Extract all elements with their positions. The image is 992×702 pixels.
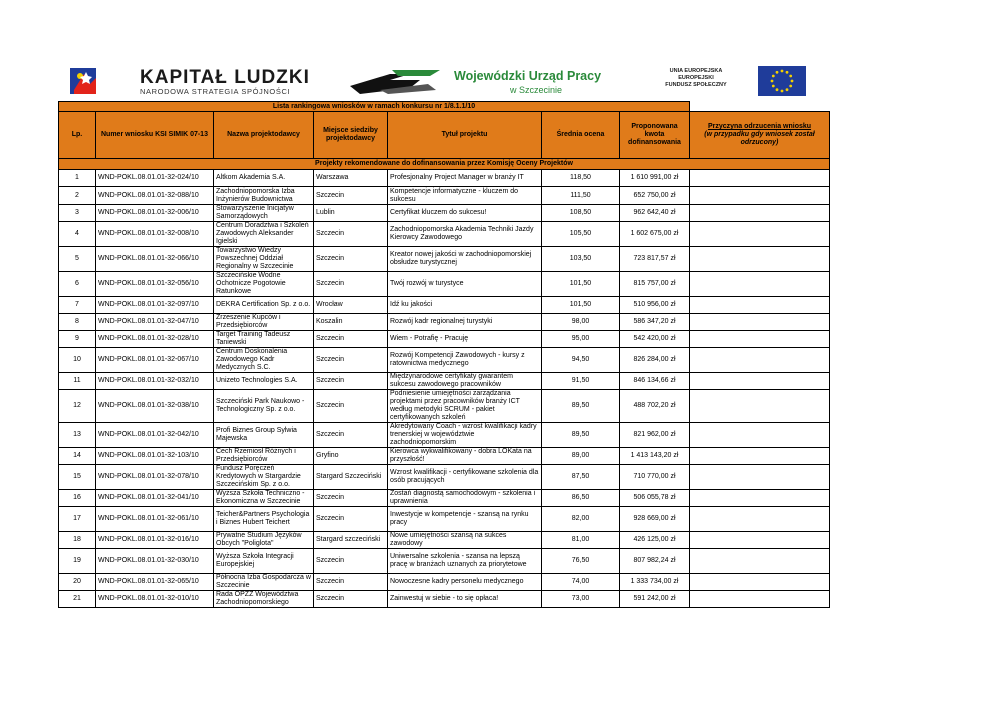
row-location: Szczecin	[314, 574, 388, 591]
row-lp: 1	[59, 170, 96, 187]
logo1-subtitle: NARODOWA STRATEGIA SPÓJNOŚCI	[140, 87, 291, 96]
row-reason	[690, 170, 830, 187]
row-applicant: Centrum Doradztwa i Szkoleń Zawodowych Aleksander Igielski	[214, 222, 314, 247]
col-applicant: Nazwa projektodawcy	[214, 112, 314, 159]
row-reason	[690, 187, 830, 205]
row-number: WND-POKL.08.01.01-32-032/10	[96, 373, 214, 390]
row-applicant: Zrzeszenie Kupców i Przedsiębiorców	[214, 314, 314, 331]
row-location: Stargard Szczeciński	[314, 465, 388, 490]
eu-line1: UNIA EUROPEJSKA	[669, 68, 723, 74]
row-project: Podniesienie umiejętności zarządzania projektami przez pracowników branży ICT według metodyki SCRUM - pakiet certyfikowanych szkoleń	[388, 390, 542, 423]
table-header-row	[59, 112, 830, 159]
row-location: Gryfino	[314, 448, 388, 465]
row-applicant: Stowarzyszenie Inicjatyw Samorządowych	[214, 205, 314, 222]
row-project: Profesjonalny Project Manager w branży IT	[388, 170, 542, 187]
row-amount: 1 413 143,20 zł	[620, 448, 690, 465]
row-number: WND-POKL.08.01.01-32-078/10	[96, 465, 214, 490]
kapital-ludzki-emblem-icon	[68, 64, 130, 98]
row-score: 98,00	[542, 314, 620, 331]
row-score: 86,50	[542, 490, 620, 507]
row-amount: 591 242,00 zł	[620, 591, 690, 608]
row-reason	[690, 532, 830, 549]
table-row	[59, 297, 830, 314]
row-amount: 826 284,00 zł	[620, 348, 690, 373]
table-row	[59, 187, 830, 205]
row-score: 76,50	[542, 549, 620, 574]
row-score: 95,00	[542, 331, 620, 348]
row-location: Stargard szczeciński	[314, 532, 388, 549]
table-row	[59, 549, 830, 574]
row-amount: 815 757,00 zł	[620, 272, 690, 297]
row-number: WND-POKL.08.01.01-32-047/10	[96, 314, 214, 331]
row-lp: 18	[59, 532, 96, 549]
row-lp: 5	[59, 247, 96, 272]
row-lp: 11	[59, 373, 96, 390]
row-applicant: Target Training Tadeusz Taniewski	[214, 331, 314, 348]
row-score: 74,00	[542, 574, 620, 591]
row-lp: 3	[59, 205, 96, 222]
row-amount: 510 956,00 zł	[620, 297, 690, 314]
table-row	[59, 390, 830, 423]
table-row	[59, 507, 830, 532]
row-lp: 20	[59, 574, 96, 591]
row-location: Szczecin	[314, 272, 388, 297]
row-applicant: Towarzystwo Wiedzy Powszechnej Oddział Regionalny w Szczecinie	[214, 247, 314, 272]
row-applicant: Centrum Doskonalenia Zawodowego Kadr Medycznych S.C.	[214, 348, 314, 373]
table-row	[59, 205, 830, 222]
row-applicant: Północna Izba Gospodarcza w Szczecinie	[214, 574, 314, 591]
table-row	[59, 465, 830, 490]
row-reason	[690, 448, 830, 465]
col-location: Miejsce siedziby projektodawcy	[314, 112, 388, 159]
row-project: Rozwój kadr regionalnej turystyki	[388, 314, 542, 331]
row-location: Warszawa	[314, 170, 388, 187]
table-row	[59, 532, 830, 549]
row-score: 94,50	[542, 348, 620, 373]
row-location: Wrocław	[314, 297, 388, 314]
row-score: 91,50	[542, 373, 620, 390]
row-project: Nowe umiejętności szansą na sukces zawodowy	[388, 532, 542, 549]
row-applicant: Fundusz Poręczeń Kredytowych w Stargardzie Szczecińskim Sp. z o.o.	[214, 465, 314, 490]
row-location: Szczecin	[314, 549, 388, 574]
table-body	[59, 170, 830, 608]
row-amount: 723 817,57 zł	[620, 247, 690, 272]
row-number: WND-POKL.08.01.01-32-066/10	[96, 247, 214, 272]
row-number: WND-POKL.08.01.01-32-088/10	[96, 187, 214, 205]
row-reason	[690, 373, 830, 390]
row-lp: 7	[59, 297, 96, 314]
row-reason	[690, 423, 830, 448]
row-location: Szczecin	[314, 187, 388, 205]
eu-line2: EUROPEJSKI	[678, 75, 714, 81]
row-project: Zainwestuj w siebie - to się opłaca!	[388, 591, 542, 608]
row-number: WND-POKL.08.01.01-32-016/10	[96, 532, 214, 549]
row-number: WND-POKL.08.01.01-32-065/10	[96, 574, 214, 591]
ranking-table	[58, 101, 830, 608]
row-lp: 14	[59, 448, 96, 465]
table-row	[59, 222, 830, 247]
row-location: Szczecin	[314, 373, 388, 390]
row-location: Szczecin	[314, 507, 388, 532]
row-lp: 2	[59, 187, 96, 205]
col-reason-title: Przyczyna odrzucenia wniosku	[707, 123, 812, 130]
row-applicant: Teicher&Partners Psychologia i Biznes Hubert Teichert	[214, 507, 314, 532]
row-lp: 9	[59, 331, 96, 348]
col-project: Tytuł projektu	[388, 112, 542, 159]
row-project: Inwestycje w kompetencje - szansą na rynku pracy	[388, 507, 542, 532]
row-location: Szczecin	[314, 247, 388, 272]
row-number: WND-POKL.08.01.01-32-010/10	[96, 591, 214, 608]
row-applicant: Wyższa Szkoła Techniczno - Ekonomiczna w Szczecinie	[214, 490, 314, 507]
row-score: 103,50	[542, 247, 620, 272]
row-lp: 6	[59, 272, 96, 297]
row-project: Wzrost kwalifikacji - certyfikowane szkolenia dla osób pracujących	[388, 465, 542, 490]
table-row	[59, 448, 830, 465]
title-spacer	[690, 102, 830, 112]
row-amount: 928 669,00 zł	[620, 507, 690, 532]
row-reason	[690, 205, 830, 222]
row-applicant: Wyższa Szkoła Integracji Europejskiej	[214, 549, 314, 574]
row-reason	[690, 314, 830, 331]
logo2-title: Wojewódzki Urząd Pracy	[454, 69, 602, 83]
row-score: 118,50	[542, 170, 620, 187]
row-reason	[690, 465, 830, 490]
row-applicant: Prywatne Studium Języków Obcych "Poliglota"	[214, 532, 314, 549]
kapital-ludzki-logo	[68, 64, 368, 98]
row-project: Zachodniopomorska Akademia Techniki Jazdy Kierowcy Zawodowego	[388, 222, 542, 247]
row-applicant: Cech Rzemiosł Różnych i Przedsiębiorców	[214, 448, 314, 465]
row-location: Koszalin	[314, 314, 388, 331]
row-reason	[690, 247, 830, 272]
row-reason	[690, 348, 830, 373]
row-number: WND-POKL.08.01.01-32-041/10	[96, 490, 214, 507]
col-score: Średnia ocena	[542, 112, 620, 159]
row-amount: 506 055,78 zł	[620, 490, 690, 507]
row-number: WND-POKL.08.01.01-32-008/10	[96, 222, 214, 247]
row-reason	[690, 297, 830, 314]
logo1-title: KAPITAŁ LUDZKI	[140, 67, 310, 88]
row-project: Twój rozwój w turystyce	[388, 272, 542, 297]
row-reason	[690, 507, 830, 532]
row-project: Kreator nowej jakości w zachodniopomorskiej obsłudze turystycznej	[388, 247, 542, 272]
table-row	[59, 591, 830, 608]
row-score: 82,00	[542, 507, 620, 532]
eu-flag-icon	[748, 66, 818, 96]
row-amount: 586 347,20 zł	[620, 314, 690, 331]
table-row	[59, 314, 830, 331]
row-amount: 962 642,40 zł	[620, 205, 690, 222]
row-lp: 10	[59, 348, 96, 373]
row-amount: 846 134,66 zł	[620, 373, 690, 390]
row-amount: 652 750,00 zł	[620, 187, 690, 205]
row-project: Idź ku jakości	[388, 297, 542, 314]
row-location: Szczecin	[314, 390, 388, 423]
table-row	[59, 423, 830, 448]
row-number: WND-POKL.08.01.01-32-103/10	[96, 448, 214, 465]
row-amount: 1 610 991,00 zł	[620, 170, 690, 187]
logo-banner	[58, 62, 824, 100]
eu-logo	[648, 66, 824, 96]
logo2-subtitle: w Szczecinie	[510, 85, 563, 95]
table-title-row	[59, 102, 830, 112]
table-row	[59, 348, 830, 373]
row-applicant: Szczecińskie Wodne Ochotnicze Pogotowie Ratunkowe	[214, 272, 314, 297]
eu-text	[648, 68, 744, 89]
row-lp: 15	[59, 465, 96, 490]
row-applicant: Zachodniopomorska Izba Inżynierów Budownictwa	[214, 187, 314, 205]
row-score: 108,50	[542, 205, 620, 222]
row-number: WND-POKL.08.01.01-32-067/10	[96, 348, 214, 373]
row-applicant: Profi Biznes Group Sylwia Majewska	[214, 423, 314, 448]
section-row	[59, 159, 830, 170]
row-amount: 710 770,00 zł	[620, 465, 690, 490]
row-reason	[690, 272, 830, 297]
eu-line3: FUNDUSZ SPOŁECZNY	[665, 82, 727, 88]
row-score: 101,50	[542, 272, 620, 297]
row-number: WND-POKL.08.01.01-32-061/10	[96, 507, 214, 532]
row-amount: 1 333 734,00 zł	[620, 574, 690, 591]
row-project: Nowoczesne kadry personelu medycznego	[388, 574, 542, 591]
row-score: 89,50	[542, 423, 620, 448]
row-project: Akredytowany Coach - wzrost kwalifikacji kadry trenerskiej w województwie zachodniopomorskim	[388, 423, 542, 448]
row-location: Szczecin	[314, 331, 388, 348]
table-row	[59, 490, 830, 507]
row-project: Kierowca wykwalifikowany - dobra LOKata na przyszłość!	[388, 448, 542, 465]
col-reason	[690, 112, 830, 159]
row-project: Rozwój Kompetencji Zawodowych - kursy z ratownictwa medycznego	[388, 348, 542, 373]
row-score: 89,00	[542, 448, 620, 465]
row-number: WND-POKL.08.01.01-32-006/10	[96, 205, 214, 222]
table-title: Lista rankingowa wniosków w ramach konkursu nr 1/8.1.1/10	[59, 102, 690, 112]
row-number: WND-POKL.08.01.01-32-030/10	[96, 549, 214, 574]
row-project: Międzynarodowe certyfikaty gwarantem sukcesu zawodowego pracowników	[388, 373, 542, 390]
row-number: WND-POKL.08.01.01-32-028/10	[96, 331, 214, 348]
row-lp: 12	[59, 390, 96, 423]
col-number: Numer wniosku KSI SIMIK 07-13	[96, 112, 214, 159]
row-score: 111,50	[542, 187, 620, 205]
row-lp: 19	[59, 549, 96, 574]
row-applicant: DEKRA Certification Sp. z o.o.	[214, 297, 314, 314]
table-row	[59, 247, 830, 272]
row-applicant: Unizeto Technologies S.A.	[214, 373, 314, 390]
row-location: Szczecin	[314, 348, 388, 373]
row-score: 89,50	[542, 390, 620, 423]
row-location: Szczecin	[314, 222, 388, 247]
row-location: Szczecin	[314, 591, 388, 608]
row-lp: 16	[59, 490, 96, 507]
row-lp: 21	[59, 591, 96, 608]
row-amount: 1 602 675,00 zł	[620, 222, 690, 247]
wup-arrows-icon	[350, 66, 440, 96]
row-location: Szczecin	[314, 423, 388, 448]
row-applicant: Rada OPZZ Województwa Zachodniopomorskiego	[214, 591, 314, 608]
col-amount: Proponowana kwota dofinansowania	[620, 112, 690, 159]
row-score: 87,50	[542, 465, 620, 490]
row-reason	[690, 490, 830, 507]
row-amount: 426 125,00 zł	[620, 532, 690, 549]
wup-logo	[350, 66, 650, 100]
row-location: Lublin	[314, 205, 388, 222]
row-project: Uniwersalne szkolenia - szansa na lepszą pracę w branżach uznanych za priorytetowe	[388, 549, 542, 574]
row-score: 81,00	[542, 532, 620, 549]
row-reason	[690, 574, 830, 591]
row-applicant: Altkom Akademia S.A.	[214, 170, 314, 187]
row-reason	[690, 591, 830, 608]
row-number: WND-POKL.08.01.01-32-038/10	[96, 390, 214, 423]
table-row	[59, 331, 830, 348]
row-number: WND-POKL.08.01.01-32-056/10	[96, 272, 214, 297]
row-lp: 8	[59, 314, 96, 331]
section-title: Projekty rekomendowane do dofinansowania przez Komisję Oceny Projektów	[59, 159, 830, 170]
table-row	[59, 574, 830, 591]
row-number: WND-POKL.08.01.01-32-042/10	[96, 423, 214, 448]
row-lp: 17	[59, 507, 96, 532]
row-amount: 488 702,20 zł	[620, 390, 690, 423]
table-row	[59, 373, 830, 390]
row-project: Wiem - Potrafię - Pracuję	[388, 331, 542, 348]
row-applicant: Szczeciński Park Naukowo - Technologiczny Sp. z o.o.	[214, 390, 314, 423]
row-reason	[690, 390, 830, 423]
row-reason	[690, 549, 830, 574]
row-score: 73,00	[542, 591, 620, 608]
row-reason	[690, 331, 830, 348]
row-amount: 807 982,24 zł	[620, 549, 690, 574]
row-number: WND-POKL.08.01.01-32-024/10	[96, 170, 214, 187]
row-amount: 542 420,00 zł	[620, 331, 690, 348]
row-amount: 821 962,00 zł	[620, 423, 690, 448]
row-lp: 4	[59, 222, 96, 247]
table-row	[59, 170, 830, 187]
row-score: 105,50	[542, 222, 620, 247]
row-location: Szczecin	[314, 490, 388, 507]
col-reason-note: (w przypadku gdy wniosek został odrzucony)	[704, 131, 815, 146]
col-lp: Lp.	[59, 112, 96, 159]
table-row	[59, 272, 830, 297]
row-score: 101,50	[542, 297, 620, 314]
row-lp: 13	[59, 423, 96, 448]
row-number: WND-POKL.08.01.01-32-097/10	[96, 297, 214, 314]
row-project: Certyfikat kluczem do sukcesu!	[388, 205, 542, 222]
row-project: Zostań diagnostą samochodowym - szkolenia i uprawnienia	[388, 490, 542, 507]
row-reason	[690, 222, 830, 247]
row-project: Kompetencje informatyczne - kluczem do sukcesu	[388, 187, 542, 205]
